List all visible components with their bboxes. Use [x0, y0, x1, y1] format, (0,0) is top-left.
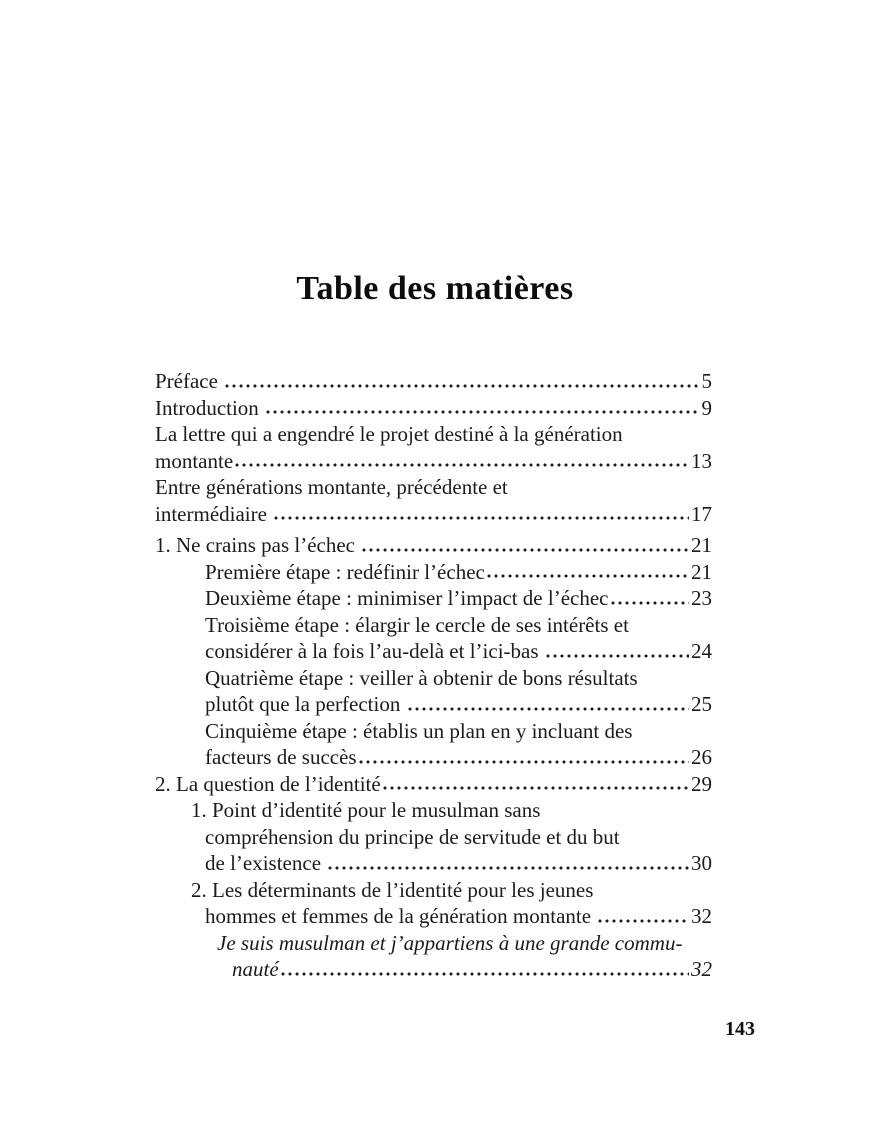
toc-row — [205, 850, 712, 877]
toc-entry-page: 29 — [691, 771, 712, 796]
toc-row — [205, 691, 712, 718]
toc-entry-label: La lettre qui a engendré le projet destiné à la génération — [155, 422, 623, 446]
toc-row — [155, 532, 712, 559]
toc-entry-label: Entre générations montante, précédente et — [155, 475, 508, 499]
toc-entry-page: 32 — [691, 904, 712, 928]
toc-row — [155, 771, 712, 798]
dot-leader — [225, 384, 699, 388]
dot-leader — [611, 601, 690, 605]
toc-entry-label: Je suis musulman et j’appartiens à une grande commu- — [217, 930, 683, 955]
toc-entry-label: 2. Les déterminants de l’identité pour les jeunes — [191, 877, 594, 902]
toc-entry-label: compréhension du principe de servitude et du but — [205, 824, 620, 849]
toc-entry-label: Introduction — [155, 395, 265, 420]
dot-leader — [383, 786, 689, 790]
toc-row — [155, 421, 712, 448]
dot-leader — [487, 574, 689, 578]
toc-entry-page: 30 — [691, 851, 712, 875]
toc-entry-label: intermédiaire — [155, 501, 273, 526]
toc-row — [155, 501, 712, 528]
toc-entry-label: Deuxième étape : minimiser l’impact de l’échec — [205, 586, 609, 610]
toc-entry-label: Première étape : redéfinir l’échec — [205, 559, 485, 584]
toc-entry-label: plutôt que la perfection — [205, 692, 406, 716]
toc-entry-label: Cinquième étape : établis un plan en y incluant des — [205, 718, 633, 743]
dot-leader — [328, 866, 689, 870]
toc-entry-label: facteurs de succès — [205, 745, 357, 769]
dot-leader — [408, 707, 689, 711]
dot-leader — [546, 654, 689, 658]
dot-leader — [281, 972, 689, 976]
toc-entry-page: 9 — [701, 395, 712, 420]
toc-entry-label: considérer à la fois l’au-delà et l’ici-bas — [205, 639, 544, 663]
toc-row — [155, 368, 712, 395]
toc-row — [232, 956, 712, 983]
toc-entry-page: 24 — [691, 639, 712, 663]
toc-row — [191, 877, 712, 904]
toc-entry-label: montante — [155, 448, 234, 473]
toc-entry-page: 25 — [691, 692, 712, 716]
toc-entry-label: Troisième étape : élargir le cercle de ses intérêts et — [205, 612, 629, 637]
dot-leader — [266, 410, 699, 414]
toc-entry-label: de l’existence — [205, 851, 327, 875]
toc-row — [205, 744, 712, 771]
page-title: Table des matières — [296, 270, 574, 307]
toc-entry-page: 21 — [691, 533, 712, 557]
toc-row — [155, 448, 712, 475]
toc-entry-label: hommes et femmes de la génération montante — [205, 904, 597, 928]
page-number: 143 — [725, 1018, 755, 1040]
toc-row — [217, 930, 712, 957]
dot-leader — [598, 919, 689, 923]
toc-entry-label: Quatrième étape : veiller à obtenir de bons résultats — [205, 665, 638, 690]
toc-entry-page: 26 — [691, 745, 712, 769]
toc-row — [155, 474, 712, 501]
toc-entry-page: 13 — [691, 448, 712, 473]
toc-list — [155, 368, 712, 983]
toc-row — [205, 585, 712, 612]
toc-entry-label: 2. La question de l’identité — [155, 771, 381, 796]
toc-row — [205, 638, 712, 665]
toc-entry-label: 1. Point d’identité pour le musulman sans — [191, 798, 541, 822]
toc-row — [205, 665, 712, 692]
toc-entry-page: 5 — [701, 369, 712, 393]
dot-leader — [235, 463, 689, 467]
toc-entry-page: 21 — [691, 559, 712, 584]
toc-entry-page: 23 — [691, 586, 712, 610]
toc-entry-label: 1. Ne crains pas l’échec — [155, 533, 361, 557]
toc-entry-label: nauté — [232, 957, 279, 981]
toc-row — [191, 797, 712, 824]
toc-row — [205, 824, 712, 851]
toc-entry-page: 32 — [691, 957, 712, 981]
toc-row — [205, 559, 712, 586]
dot-leader — [362, 548, 689, 552]
dot-leader — [359, 760, 689, 764]
toc-entry-page: 17 — [691, 501, 712, 526]
toc-row — [205, 612, 712, 639]
toc-row — [205, 718, 712, 745]
toc-row — [155, 395, 712, 422]
toc-entry-label: Préface — [155, 369, 224, 393]
dot-leader — [274, 516, 689, 520]
toc-row — [205, 903, 712, 930]
